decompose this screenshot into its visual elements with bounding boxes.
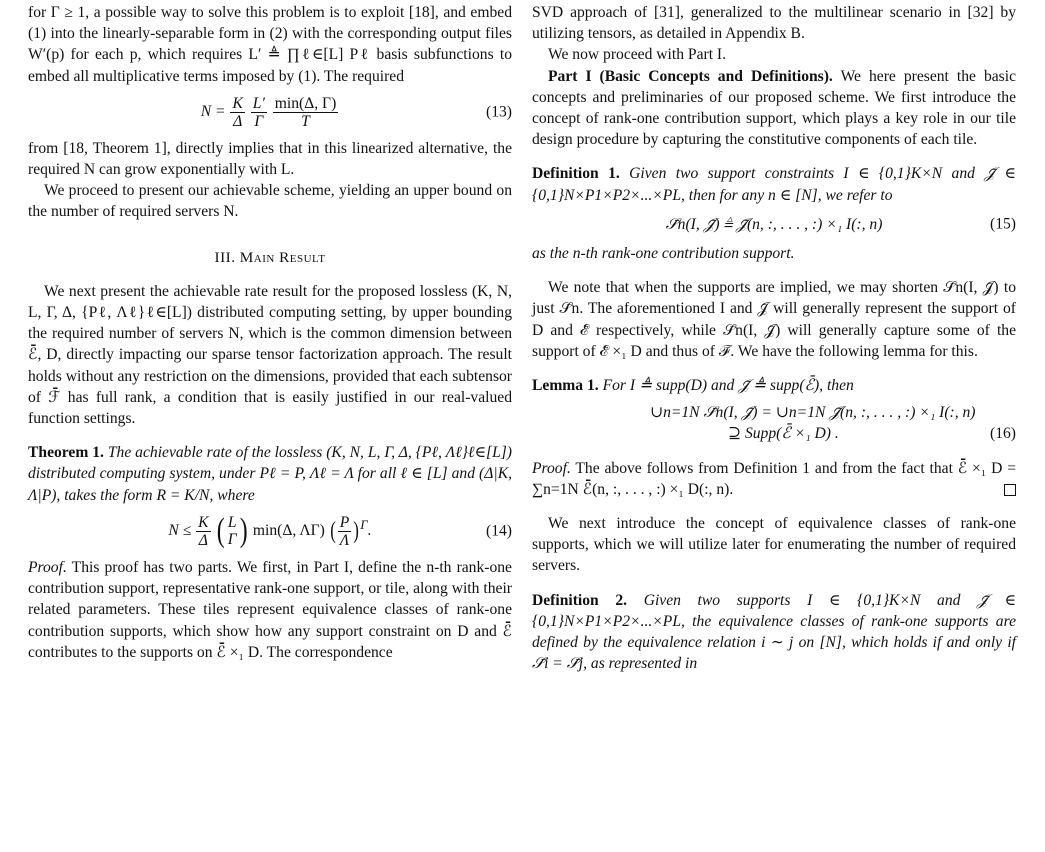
eq16-number: (16) [990,425,1016,443]
theorem-label: Theorem 1. [28,444,104,462]
lemma-1 [532,375,1016,396]
definition-1-tail: as the n-th rank-one contribution support. [532,245,795,263]
part-one-label: Part I (Basic Concepts and Definitions). [548,67,833,85]
definition-1-text: Given two support constraints I ∈ {0,1}K×N and 𝒥̄ ∈ {0,1}N×P1×P2×...×PL, then for any n ∈ [N], we refer to [532,165,1016,204]
proof-label: Proof. [28,558,67,576]
theorem-text: The achievable rate of the lossless (K, N, L, Γ, Δ, {Pℓ, Λℓ}ℓ∈[L]) distributed computing system, under Pℓ = P, Λℓ = Λ for all ℓ ∈ [L] and (Δ|K, Λ|P), takes the form R = K/N, where [28,444,512,504]
lemma-proof-text: The above follows from Definition 1 and from the fact that ℰ̄ ×₁ D = ∑n=1N ℰ̄(n, :, . . . , :) ×₁ D(:, n). [532,459,1016,498]
eq15-body: 𝒮̄n(I, 𝒥̄) ≜ 𝒥̄(n, :, . . . , :) ×₁ I(:, n) [665,215,883,233]
right-paragraph-1: SVD approach of [31], generalized to the multilinear scenario in [32] by utilizing tensors, as detailed in Appendix B. [532,4,1016,43]
lemma-1-text: For I ≜ supp(D) and 𝒥̄ ≜ supp(ℰ̄), then [602,377,854,395]
right-column [532,2,1016,674]
left-column [28,2,512,663]
right-paragraph-4: We next introduce the concept of equivalence classes of rank-one supports, which we will utilize later for enumerating the number of required servers. [532,515,1016,575]
eq16-line-2: ⊇ Supp(ℰ̄ ×₁ D) . [728,425,839,443]
part-one-text: We here present the basic concepts and preliminaries of our proposed scheme. We first introduce the concept of rank-one contribution support, which plays a key role in our tile design procedure by capturing the constitutive components of each tile. [532,67,1016,149]
section-heading: III. Main Result [214,248,326,266]
eq14-number: (14) [486,522,512,540]
right-paragraph-2: We now proceed with Part I. [548,46,727,64]
definition-2-label: Definition 2. [532,591,628,609]
theorem-1 [28,442,512,506]
proof-paragraph [28,557,512,663]
definition-2 [532,590,1016,675]
definition-2-text: Given two supports I ∈ {0,1}K×N and 𝒥̄ ∈ {0,1}N×P1×P2×...×PL, the equivalence classes of rank-one supports are defined by the equivalence relation i ∼ j on [N], which holds if and only if 𝒮̄i = 𝒮̄j, as represented in [532,591,1016,673]
qed-square-icon [1004,484,1016,496]
lemma-proof-label: Proof. [532,459,571,477]
eq14-ratio: ( $\frac{P}{\Lambda}$ ) [329,513,360,549]
equation-13 [28,95,512,130]
eq13-number: (13) [486,103,512,121]
eq13-fraction-1: $\frac{K}{\Delta}$ [232,94,243,130]
eq14-lhs: N ≤ [168,522,192,540]
eq16-line-1: ∪n=1N 𝒮̄n(I, 𝒥̄) = ∪n=1N 𝒥̄(n, :, . . . , :) ×₁ I(:, n) [650,404,976,422]
eq14-min-term: min(Δ, ΛΓ) [252,522,325,540]
proof-text: This proof has two parts. We first, in Part I, define the n-th rank-one contribution support, representative rank-one support, or tile, along with their related parameters. These tiles represent equivalence classes of rank-one contribution supports, which show how any support constraint on D and ℰ̄ contributes to the supports on ℰ̄ ×₁ D. The correspondence [28,558,512,661]
part-one-paragraph [532,66,1016,151]
lemma-proof [532,458,1016,500]
lemma-1-label: Lemma 1. [532,377,599,395]
equation-16 [532,402,1016,444]
eq15-number: (15) [990,215,1016,233]
equation-15 [532,214,1016,235]
left-paragraph-4: We next present the achievable rate result for the proposed lossless (K, N, L, Γ, Δ, {Pℓ, Λℓ}ℓ∈[L]) distributed computing setting, by upper bounding the required number of servers N, which is the common dimension between ℰ̄, D, directly impacting our sparse tensor factorization approach. The result holds without any restriction on the dimensions, provided that each subtensor of ℱ̄ has full rank, a condition that is easily justified in our real-valued function settings. [28,282,512,428]
left-paragraph-1: for Γ ≥ 1, a possible way to solve this problem is to exploit [18], and embed (1) into the linearly-separable form in (2) with the corresponding output files W′(p) for each p, which requires L′ ≜ ∏ℓ∈[L] Pℓ basis subfunctions to embed all multiplicative terms imposed by (1). The required [28,4,512,85]
eq14-binomial: ( L Γ ) [217,512,248,550]
right-paragraph-3: We note that when the supports are implied, we may shorten 𝒮̄n(I, 𝒥̄) to just 𝒮̄n. The aforementioned I and 𝒥̄ will generally represent the support of D and ℰ̄ respectively, while 𝒮̄n(I, 𝒥̄) will generally capture some of the support of ℰ̄ ×₁ D and thus of ℱ̄. We have the following lemma for this. [532,279,1016,360]
eq13-fraction-3: $\frac{\min(\Delta, \Gamma)}{T}$ [274,94,337,130]
definition-1 [532,163,1016,205]
equation-14: N ≤ $\frac{K}{\Delta}$ ( L Γ ) min(Δ, ΛΓ) ( $\frac{P}{\Lambda}$ ) $^\Gamma$. (14) [168,512,512,550]
left-paragraph-2: from [18, Theorem 1], directly implies that in this linearized alternative, the required N can grow exponentially with L. [28,139,512,179]
definition-1-label: Definition 1. [532,165,620,183]
eq14-fraction-1: $\frac{K}{\Delta}$ [198,513,209,549]
eq13-lhs: N = [200,102,226,120]
eq14-exponent: Γ [360,516,368,532]
eq13-fraction-2: $\frac{L'}{\Gamma}$ [252,94,265,130]
left-paragraph-3: We proceed to present our achievable scheme, yielding an upper bound on the number of required servers N. [28,182,512,221]
